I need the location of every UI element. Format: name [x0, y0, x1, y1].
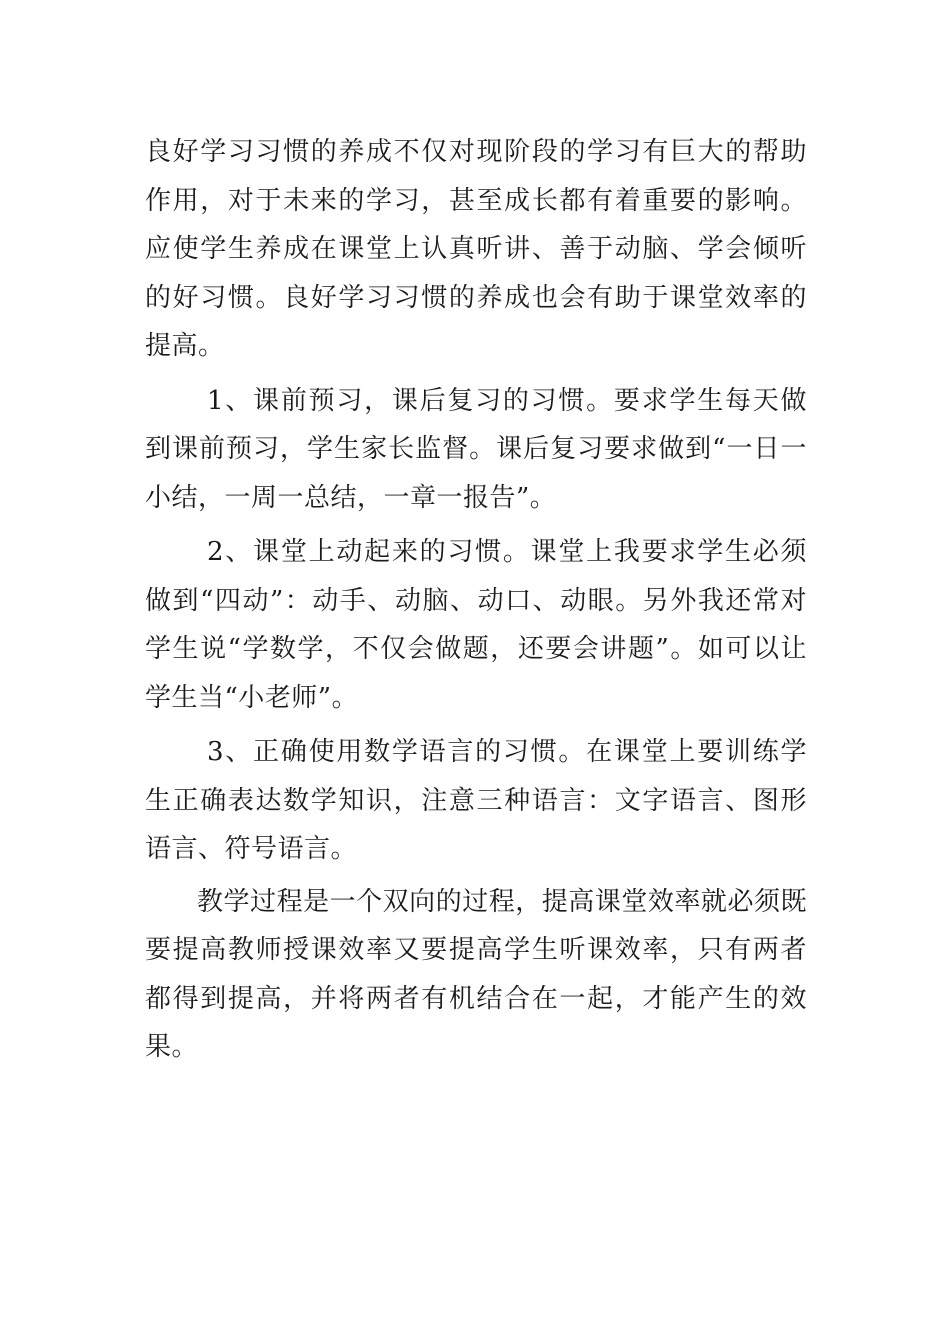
- paragraph-habit-active-class: 2、课堂上动起来的习惯。课堂上我要求学生必须做到“四动”：动手、动脑、动口、动眼。另外我还常对学生说“学数学，不仅会做题，还要会讲题”。如可以让学生当“小老师”。: [145, 537, 807, 713]
- paragraph-habit-math-language: 3、正确使用数学语言的习惯。在课堂上要训练学生正确表达数学知识，注意三种语言：文字语言、图形语言、符号语言。: [145, 737, 807, 864]
- paragraph-habit-preview-review: 1、课前预习，课后复习的习惯。要求学生每天做到课前预习，学生家长监督。课后复习要求做到“一日一小结，一周一总结，一章一报告”。: [145, 385, 807, 513]
- paragraph-intro: 良好学习习惯的养成不仅对现阶段的学习有巨大的帮助作用，对于未来的学习，甚至成长都有着重要的影响。应使学生养成在课堂上认真听讲、善于动脑、学会倾听的好习惯。良好学习习惯的养成也会有助于课堂效率的提高。: [145, 137, 807, 361]
- document-body: [145, 128, 807, 1072]
- paragraph-conclusion: 教学过程是一个双向的过程，提高课堂效率就必须既要提高教师授课效率又要提高学生听课效率，只有两者都得到提高，并将两者有机结合在一起，才能产生的效果。: [145, 886, 807, 1062]
